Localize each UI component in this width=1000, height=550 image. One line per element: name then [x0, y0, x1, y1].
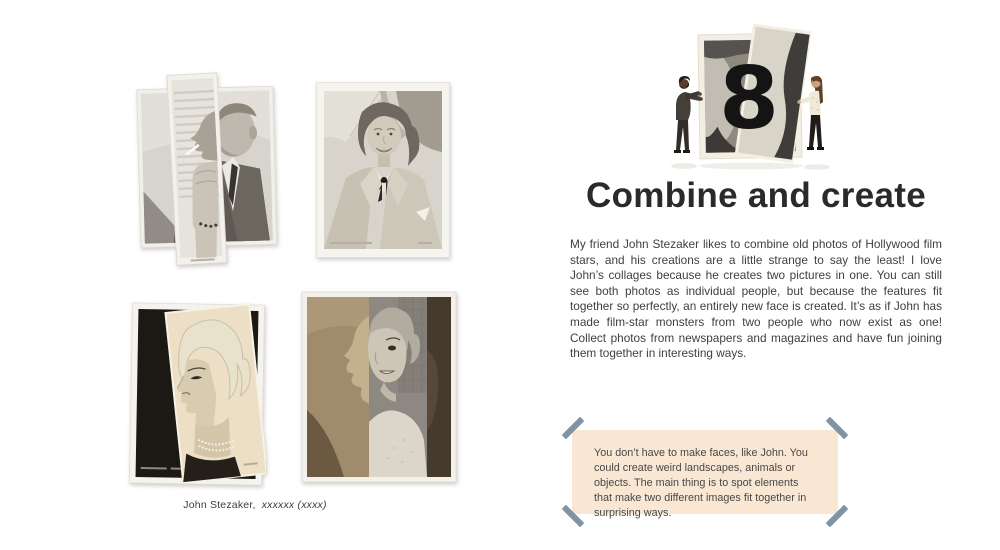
overlay-strip-card — [167, 73, 227, 265]
collage-profile-illustration — [128, 300, 266, 488]
page-title: Combine and create — [586, 176, 926, 215]
caption-artist: John Stezaker, — [183, 499, 256, 511]
chapter-number-illustration — [663, 22, 838, 174]
tip-note-text: You don’t have to make faces, like John. You could create weird landscapes, animals or objects. The main thing is to spot elements that make two different images fit together in surprising ways. — [594, 447, 808, 519]
photo-collage-woman-vertical-strip — [300, 290, 458, 484]
number-8-collage — [663, 22, 838, 174]
photo-caption — [90, 499, 420, 511]
sepia-postcard — [165, 304, 266, 482]
card-shadow — [699, 163, 803, 170]
tip-note-box — [572, 430, 838, 519]
chapter-number: 8 — [719, 49, 779, 149]
photo-collage-woman-profile-postcard — [128, 300, 266, 488]
photo-collage-woman-portrait-diagonal — [316, 82, 450, 258]
photo-collage-man-portrait-with-strip — [132, 72, 282, 267]
collage-strip-illustration — [300, 290, 458, 484]
caption-work-title: xxxxxx (xxxx) — [261, 499, 327, 511]
body-paragraph: My friend John Stezaker likes to combine old photos of Hollywood film stars, and his creations are a little strange to say the least! I love John’s collages because he creates two pictures in one. You can still see both photos as individual people, but because the features fit together so perfectly, an entirely new face is created. It’s as if John has made film-star monsters from two people who now exist as one! Collect photos from newspapers and magazines and have fun joining them together in interesting ways. — [570, 237, 942, 361]
collage-woman-illustration — [316, 82, 450, 258]
collage-man-illustration — [132, 72, 282, 267]
